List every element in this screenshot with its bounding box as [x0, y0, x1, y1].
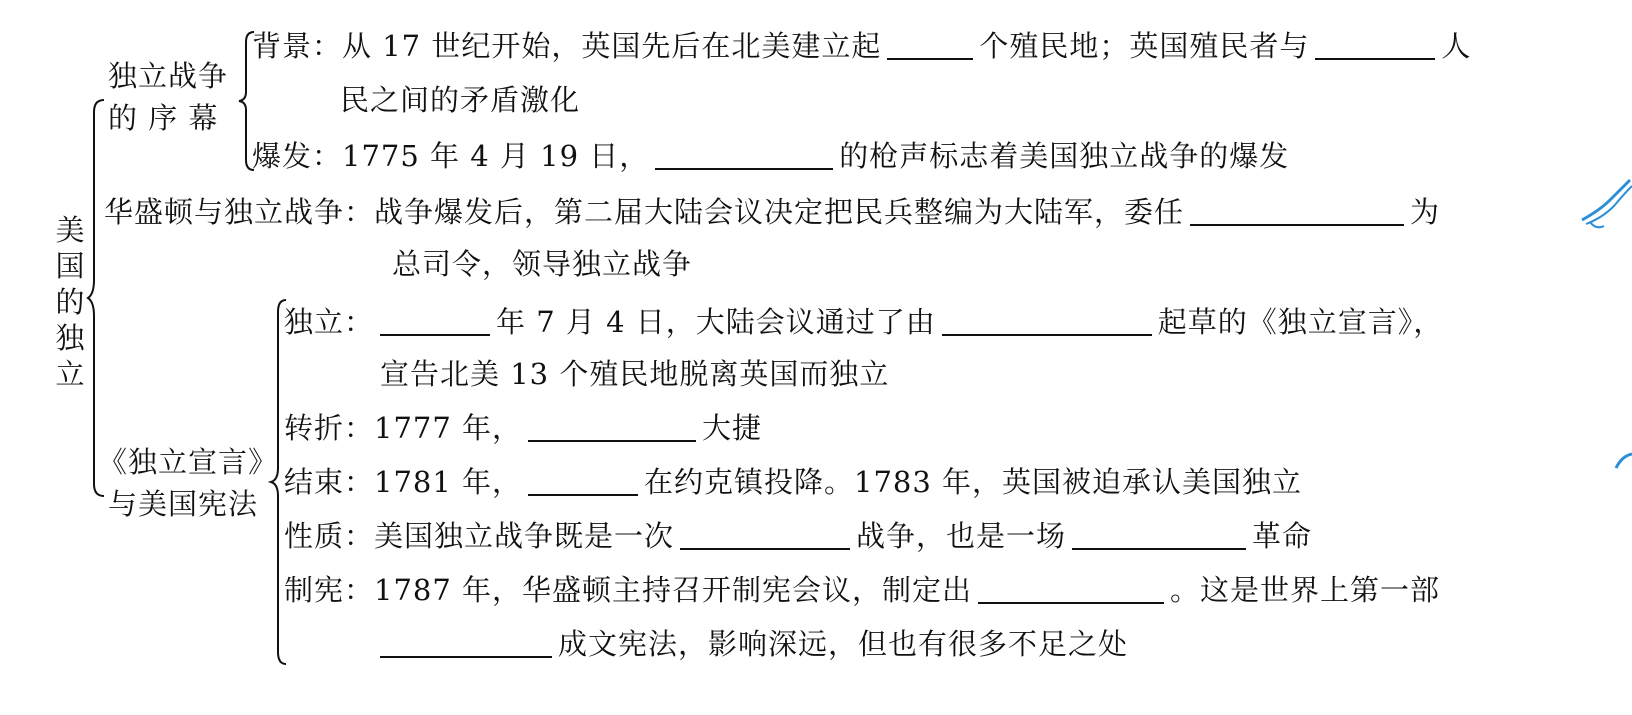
turning-line	[284, 410, 762, 446]
blank-revolution-type[interactable]	[1072, 520, 1246, 550]
blank-gunshot-place[interactable]	[655, 140, 833, 170]
blank-commander[interactable]	[1190, 196, 1404, 226]
declaration-label-line1: 《独立宣言》	[98, 445, 279, 479]
constitution-tail: 。这是世界上第一部	[1170, 573, 1441, 607]
constitution-lead: 制宪：1787 年，华盛顿主持召开制宪会议，制定出	[284, 573, 973, 607]
background-line2: 民之间的矛盾激化	[340, 83, 581, 117]
root-title-char: 立	[55, 357, 85, 391]
independence-lead: 独立：	[284, 305, 375, 339]
independence-line1	[284, 304, 1443, 340]
blank-year[interactable]	[380, 306, 490, 336]
blank-constitution-type[interactable]	[380, 628, 552, 658]
background-tail: 人	[1441, 29, 1472, 63]
blank-war-type[interactable]	[680, 520, 850, 550]
blank-people[interactable]	[1315, 30, 1435, 60]
end-line	[284, 464, 1302, 500]
root-title-char: 国	[55, 249, 85, 283]
blank-drafter[interactable]	[942, 306, 1152, 336]
blue-ink-dot-icon	[1612, 452, 1632, 472]
root-title-char: 独	[55, 321, 85, 355]
nature-lead: 性质：美国独立战争既是一次	[284, 519, 675, 553]
root-brace	[86, 98, 106, 498]
root-title-char: 的	[55, 285, 85, 319]
washington-tail: 为	[1410, 195, 1441, 229]
prelude-label-line2: 的 序 幕	[108, 101, 219, 135]
turning-lead: 转折：1777 年，	[284, 411, 523, 445]
blank-constitution[interactable]	[978, 574, 1164, 604]
root-title	[52, 212, 88, 392]
washington-lead: 华盛顿与独立战争：战争爆发后，第二届大陆会议决定把民兵整编为大陆军，委任	[104, 195, 1185, 229]
blank-victory[interactable]	[528, 412, 696, 442]
outbreak-tail: 的枪声标志着美国独立战争的爆发	[839, 139, 1290, 173]
nature-line	[284, 518, 1312, 554]
blue-ink-mark-icon	[1580, 160, 1632, 240]
end-tail: 在约克镇投降。1783 年，英国被迫承认美国独立	[644, 465, 1303, 499]
outbreak-lead: 爆发：1775 年 4 月 19 日，	[252, 139, 650, 173]
declaration-label-line2: 与美国宪法	[108, 487, 259, 521]
blank-surrender[interactable]	[528, 466, 638, 496]
constitution-line2	[380, 626, 1128, 662]
turning-tail: 大捷	[702, 411, 763, 445]
nature-mid: 战争，也是一场	[856, 519, 1067, 553]
outbreak-line	[252, 138, 1289, 174]
prelude-label-line1: 独立战争	[108, 59, 229, 93]
blank-colony-count[interactable]	[887, 30, 973, 60]
constitution-line1	[284, 572, 1440, 608]
constitution-line2-text: 成文宪法，影响深远，但也有很多不足之处	[558, 627, 1129, 661]
background-line1	[252, 28, 1471, 64]
root-title-char: 美	[55, 213, 85, 247]
end-lead: 结束：1781 年，	[284, 465, 523, 499]
background-mid: 个殖民地；英国殖民者与	[979, 29, 1310, 63]
background-lead: 背景：从 17 世纪开始，英国先后在北美建立起	[252, 29, 882, 63]
washington-line1	[104, 194, 1440, 230]
nature-tail: 革命	[1252, 519, 1313, 553]
independence-mid: 年 7 月 4 日，大陆会议通过了由	[496, 305, 936, 339]
washington-line2: 总司令，领导独立战争	[392, 247, 693, 281]
independence-line2: 宣告北美 13 个殖民地脱离英国而独立	[380, 357, 890, 391]
independence-tail: 起草的《独立宣言》，	[1157, 305, 1444, 339]
